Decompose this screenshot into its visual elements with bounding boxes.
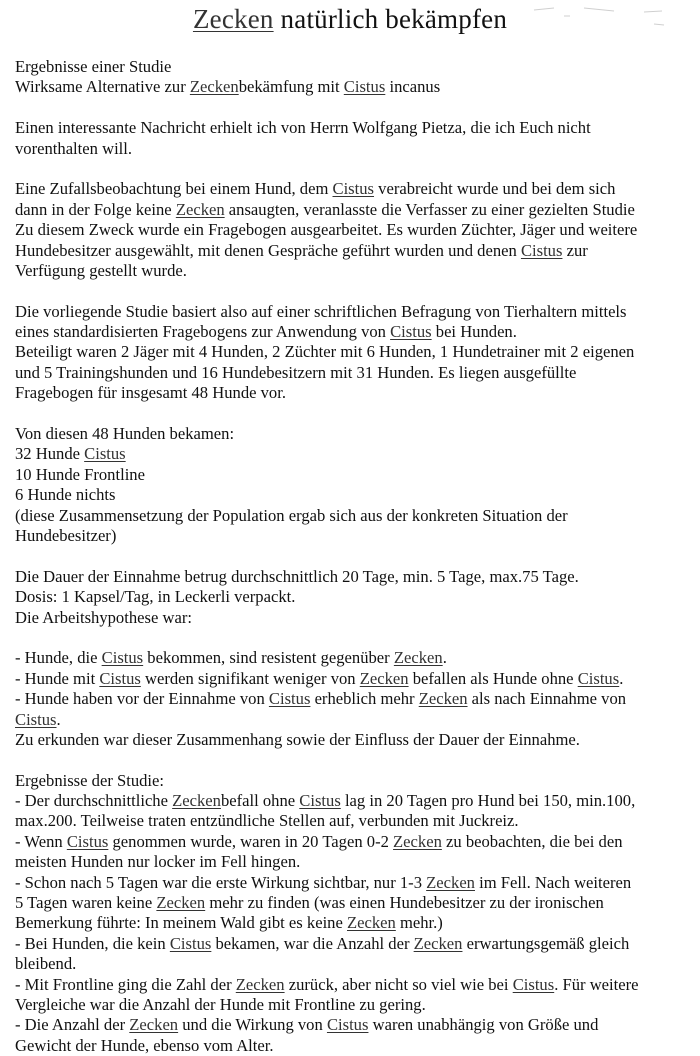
underlined-link[interactable]: Cistus bbox=[268, 689, 311, 709]
underlined-link[interactable]: Zecken bbox=[426, 872, 475, 892]
underlined-link[interactable]: Cistus bbox=[66, 831, 109, 851]
text-run: bekämfung mit bbox=[238, 77, 344, 97]
underlined-link[interactable]: Zecken bbox=[418, 689, 468, 709]
text-line bbox=[15, 975, 700, 995]
text-run: befall ohne bbox=[220, 791, 300, 811]
underlined-link[interactable]: Cistus bbox=[101, 648, 144, 668]
text-run: - Hunde haben vor der Einnahme von bbox=[15, 689, 269, 709]
text-line bbox=[15, 241, 700, 261]
text-run: Beteiligt waren 2 Jäger mit 4 Hunden, 2 Züchter mit 6 Hunden, 1 Hundetrainer mit 2 eigenen bbox=[15, 342, 635, 362]
text-line bbox=[15, 669, 700, 689]
text-line bbox=[15, 383, 700, 403]
underlined-link[interactable]: Cistus bbox=[15, 709, 57, 729]
text-line bbox=[15, 363, 700, 383]
text-run: . Für weitere bbox=[554, 974, 639, 994]
paragraph-gap bbox=[15, 159, 700, 179]
text-run: Hundebesitzer ausgewählt, mit denen Gespräche geführt wurden und denen bbox=[15, 240, 521, 260]
text-run: max.200. Teilweise traten entzündliche Stellen auf, verbunden mit Juckreiz. bbox=[15, 811, 519, 831]
underlined-link[interactable]: Zecken bbox=[393, 648, 443, 668]
text-run: Bemerkung führte: In meinem Wald gibt es keine bbox=[15, 913, 347, 933]
paragraph bbox=[15, 424, 700, 546]
text-run: genommen wurde, waren in 20 Tagen 0-2 bbox=[108, 831, 394, 851]
text-run: incanus bbox=[385, 77, 441, 97]
text-run: Ergebnisse einer Studie bbox=[15, 57, 172, 76]
text-run: - Hunde mit bbox=[15, 668, 100, 688]
text-run: . bbox=[442, 648, 447, 668]
underlined-link[interactable]: Cistus bbox=[326, 1015, 369, 1035]
text-line bbox=[15, 220, 700, 240]
text-run: Die Dauer der Einnahme betrug durchschnittlich 20 Tage, min. 5 Tage, max.75 Tage. bbox=[15, 566, 579, 586]
text-line bbox=[15, 954, 700, 974]
text-line bbox=[15, 832, 700, 852]
text-run: Ergebnisse der Studie: bbox=[15, 770, 165, 790]
text-run: erheblich mehr bbox=[310, 689, 419, 709]
paragraph bbox=[15, 648, 700, 750]
text-line bbox=[15, 913, 700, 933]
text-run: - Mit Frontline ging die Zahl der bbox=[15, 974, 236, 994]
text-run: mehr zu finden (was einen Hundebesitzer zu der ironischen bbox=[205, 893, 604, 913]
text-run: lag in 20 Tagen pro Hund bei 150, min.100, bbox=[340, 791, 636, 811]
paragraph bbox=[15, 771, 700, 1056]
text-run: zu beobachten, die bei den bbox=[441, 831, 623, 851]
text-run: werden signifikant weniger von bbox=[140, 668, 360, 688]
text-line bbox=[15, 465, 700, 485]
text-run: . bbox=[56, 709, 61, 729]
text-run: Gewicht der Hunde, ebenso vom Alter. bbox=[15, 1035, 274, 1055]
paragraph-gap bbox=[15, 404, 700, 424]
text-line bbox=[15, 1036, 700, 1056]
text-run: dann in der Folge keine bbox=[15, 199, 176, 219]
paragraph-gap bbox=[15, 281, 700, 301]
text-run: bekamen, war die Anzahl der bbox=[211, 933, 414, 953]
underlined-link[interactable]: Zecken bbox=[156, 893, 206, 913]
text-run: Fragebogen für insgesamt 48 Hunde vor. bbox=[15, 383, 286, 403]
underlined-link[interactable]: Cistus bbox=[99, 668, 141, 688]
text-run: und die Wirkung von bbox=[178, 1015, 327, 1035]
underlined-link[interactable]: Zecken bbox=[413, 933, 463, 953]
text-line bbox=[15, 1015, 700, 1035]
paragraph-gap bbox=[15, 628, 700, 648]
text-line bbox=[15, 424, 700, 444]
text-line bbox=[15, 771, 700, 791]
text-line bbox=[15, 342, 700, 362]
text-line bbox=[15, 852, 700, 872]
text-line bbox=[15, 506, 700, 526]
text-line bbox=[15, 934, 700, 954]
text-run: im Fell. Nach weiteren bbox=[474, 872, 632, 892]
underlined-link[interactable]: Cistus bbox=[169, 933, 212, 953]
underlined-link[interactable]: Zecken bbox=[189, 77, 239, 97]
text-run: Zu erkunden war dieser Zusammenhang sowie der Einfluss der Dauer der Einnahme. bbox=[15, 729, 580, 749]
text-run: zurück, aber nicht so viel wie bei bbox=[284, 974, 513, 994]
text-run: Eine Zufallsbeobachtung bei einem Hund, dem bbox=[15, 179, 333, 199]
title-link-word[interactable]: Zecken bbox=[192, 4, 274, 34]
text-run: - Die Anzahl der bbox=[15, 1015, 130, 1035]
underlined-link[interactable]: Cistus bbox=[332, 179, 375, 199]
text-line bbox=[15, 648, 700, 668]
text-run: . bbox=[619, 668, 624, 688]
text-run: Zu diesem Zweck wurde ein Fragebogen ausgearbeitet. Es wurden Züchter, Jäger und weitere bbox=[15, 220, 638, 240]
text-run: - Hunde, die bbox=[15, 648, 102, 668]
text-line bbox=[15, 200, 700, 220]
text-line bbox=[15, 608, 700, 628]
paragraph bbox=[15, 179, 700, 281]
underlined-link[interactable]: Cistus bbox=[343, 77, 386, 97]
underlined-link[interactable]: Cistus bbox=[520, 240, 563, 260]
scan-artifact-marks bbox=[524, 2, 694, 52]
text-line bbox=[15, 322, 700, 342]
text-run: 6 Hunde nichts bbox=[15, 485, 116, 505]
paragraph bbox=[15, 118, 700, 159]
text-run: bei Hunden. bbox=[431, 322, 517, 342]
text-run: Hundebesitzer) bbox=[15, 525, 117, 545]
text-run: vorenthalten will. bbox=[15, 138, 133, 158]
title-rest: natürlich bekämpfen bbox=[273, 4, 508, 34]
text-run: - Schon nach 5 Tagen war die erste Wirkung sichtbar, nur 1-3 bbox=[15, 872, 427, 892]
text-line bbox=[15, 710, 700, 730]
text-run: 32 Hunde bbox=[15, 444, 85, 464]
text-line bbox=[15, 485, 700, 505]
text-run: Dosis: 1 Kapsel/Tag, in Leckerli verpackt. bbox=[15, 587, 296, 607]
text-run: Wirksame Alternative zur bbox=[15, 77, 190, 97]
text-run: eines standardisierten Fragebogens zur Anwendung von bbox=[15, 322, 391, 342]
text-run: Die Arbeitshypothese war: bbox=[15, 607, 192, 627]
text-line bbox=[15, 526, 700, 546]
text-run: Die vorliegende Studie basiert also auf einer schriftlichen Befragung von Tierhaltern mittels bbox=[15, 301, 627, 321]
paragraph-gap bbox=[15, 750, 700, 770]
underlined-link[interactable]: Zecken bbox=[359, 668, 409, 688]
underlined-link[interactable]: Zecken bbox=[129, 1015, 179, 1035]
text-line bbox=[15, 587, 700, 607]
text-run: (diese Zusammensetzung der Population ergab sich aus der konkreten Situation der bbox=[15, 505, 568, 525]
underlined-link[interactable]: Cistus bbox=[299, 791, 341, 811]
text-line bbox=[15, 730, 700, 750]
text-run: - Bei Hunden, die kein bbox=[15, 933, 170, 953]
underlined-link[interactable]: Zecken bbox=[175, 199, 225, 219]
text-run: ansaugten, veranlasste die Verfasser zu einer gezielten Studie bbox=[224, 199, 635, 219]
text-run: mehr.) bbox=[395, 913, 443, 933]
text-run: erwartungsgemäß gleich bbox=[462, 933, 630, 953]
paragraph bbox=[15, 57, 700, 98]
paragraph-gap bbox=[15, 98, 700, 118]
underlined-link[interactable]: Cistus bbox=[512, 974, 555, 994]
text-line bbox=[15, 302, 700, 322]
underlined-link[interactable]: Cistus bbox=[84, 444, 126, 464]
text-run: Vergleiche war die Anzahl der Hunde mit Frontline zu gering. bbox=[15, 994, 426, 1014]
text-run: 5 Tagen waren keine bbox=[15, 893, 157, 913]
text-line bbox=[15, 567, 700, 587]
text-run: bleibend. bbox=[15, 954, 77, 974]
underlined-link[interactable]: Zecken bbox=[235, 974, 285, 994]
paragraph bbox=[15, 567, 700, 628]
text-line bbox=[15, 118, 700, 138]
text-line bbox=[15, 689, 700, 709]
text-run: Von diesen 48 Hunden bekamen: bbox=[15, 424, 235, 444]
text-run: bekommen, sind resistent gegenüber bbox=[143, 648, 394, 668]
text-run: befallen als Hunde ohne bbox=[408, 668, 578, 688]
underlined-link[interactable]: Zecken bbox=[347, 913, 396, 933]
text-line bbox=[15, 444, 700, 464]
text-line bbox=[15, 873, 700, 893]
underlined-link[interactable]: Cistus bbox=[390, 322, 432, 342]
text-run: - Wenn bbox=[15, 831, 67, 851]
paragraph bbox=[15, 302, 700, 404]
text-run: und 5 Trainingshunden und 16 Hundebesitzern mit 31 Hunden. Es liegen ausgefüllte bbox=[15, 362, 577, 382]
text-line bbox=[15, 139, 700, 159]
text-run: 10 Hunde Frontline bbox=[15, 464, 145, 484]
text-line bbox=[15, 57, 700, 77]
text-run: Verfügung gestellt wurde. bbox=[15, 260, 187, 280]
text-line bbox=[15, 179, 700, 199]
text-line bbox=[15, 77, 700, 97]
document-body bbox=[15, 57, 700, 1056]
underlined-link[interactable]: Cistus bbox=[577, 668, 620, 688]
text-run: Einen interessante Nachricht erhielt ich von Herrn Wolfgang Pietza, die ich Euch nicht bbox=[15, 118, 591, 138]
text-run: meisten Hunden nur locker im Fell hingen. bbox=[15, 852, 301, 872]
paragraph-gap bbox=[15, 546, 700, 566]
text-run: verabreicht wurde und bei dem sich bbox=[374, 179, 616, 199]
text-line bbox=[15, 791, 700, 811]
text-run: - Der durchschnittliche bbox=[15, 791, 173, 811]
text-line bbox=[15, 995, 700, 1015]
text-line bbox=[15, 893, 700, 913]
text-run: zur bbox=[562, 240, 588, 260]
text-run: als nach Einnahme von bbox=[467, 689, 627, 709]
underlined-link[interactable]: Zecken bbox=[172, 791, 221, 811]
text-run: waren unabhängig von Größe und bbox=[368, 1015, 599, 1035]
text-line bbox=[15, 811, 700, 831]
underlined-link[interactable]: Zecken bbox=[393, 831, 442, 851]
text-line bbox=[15, 261, 700, 281]
